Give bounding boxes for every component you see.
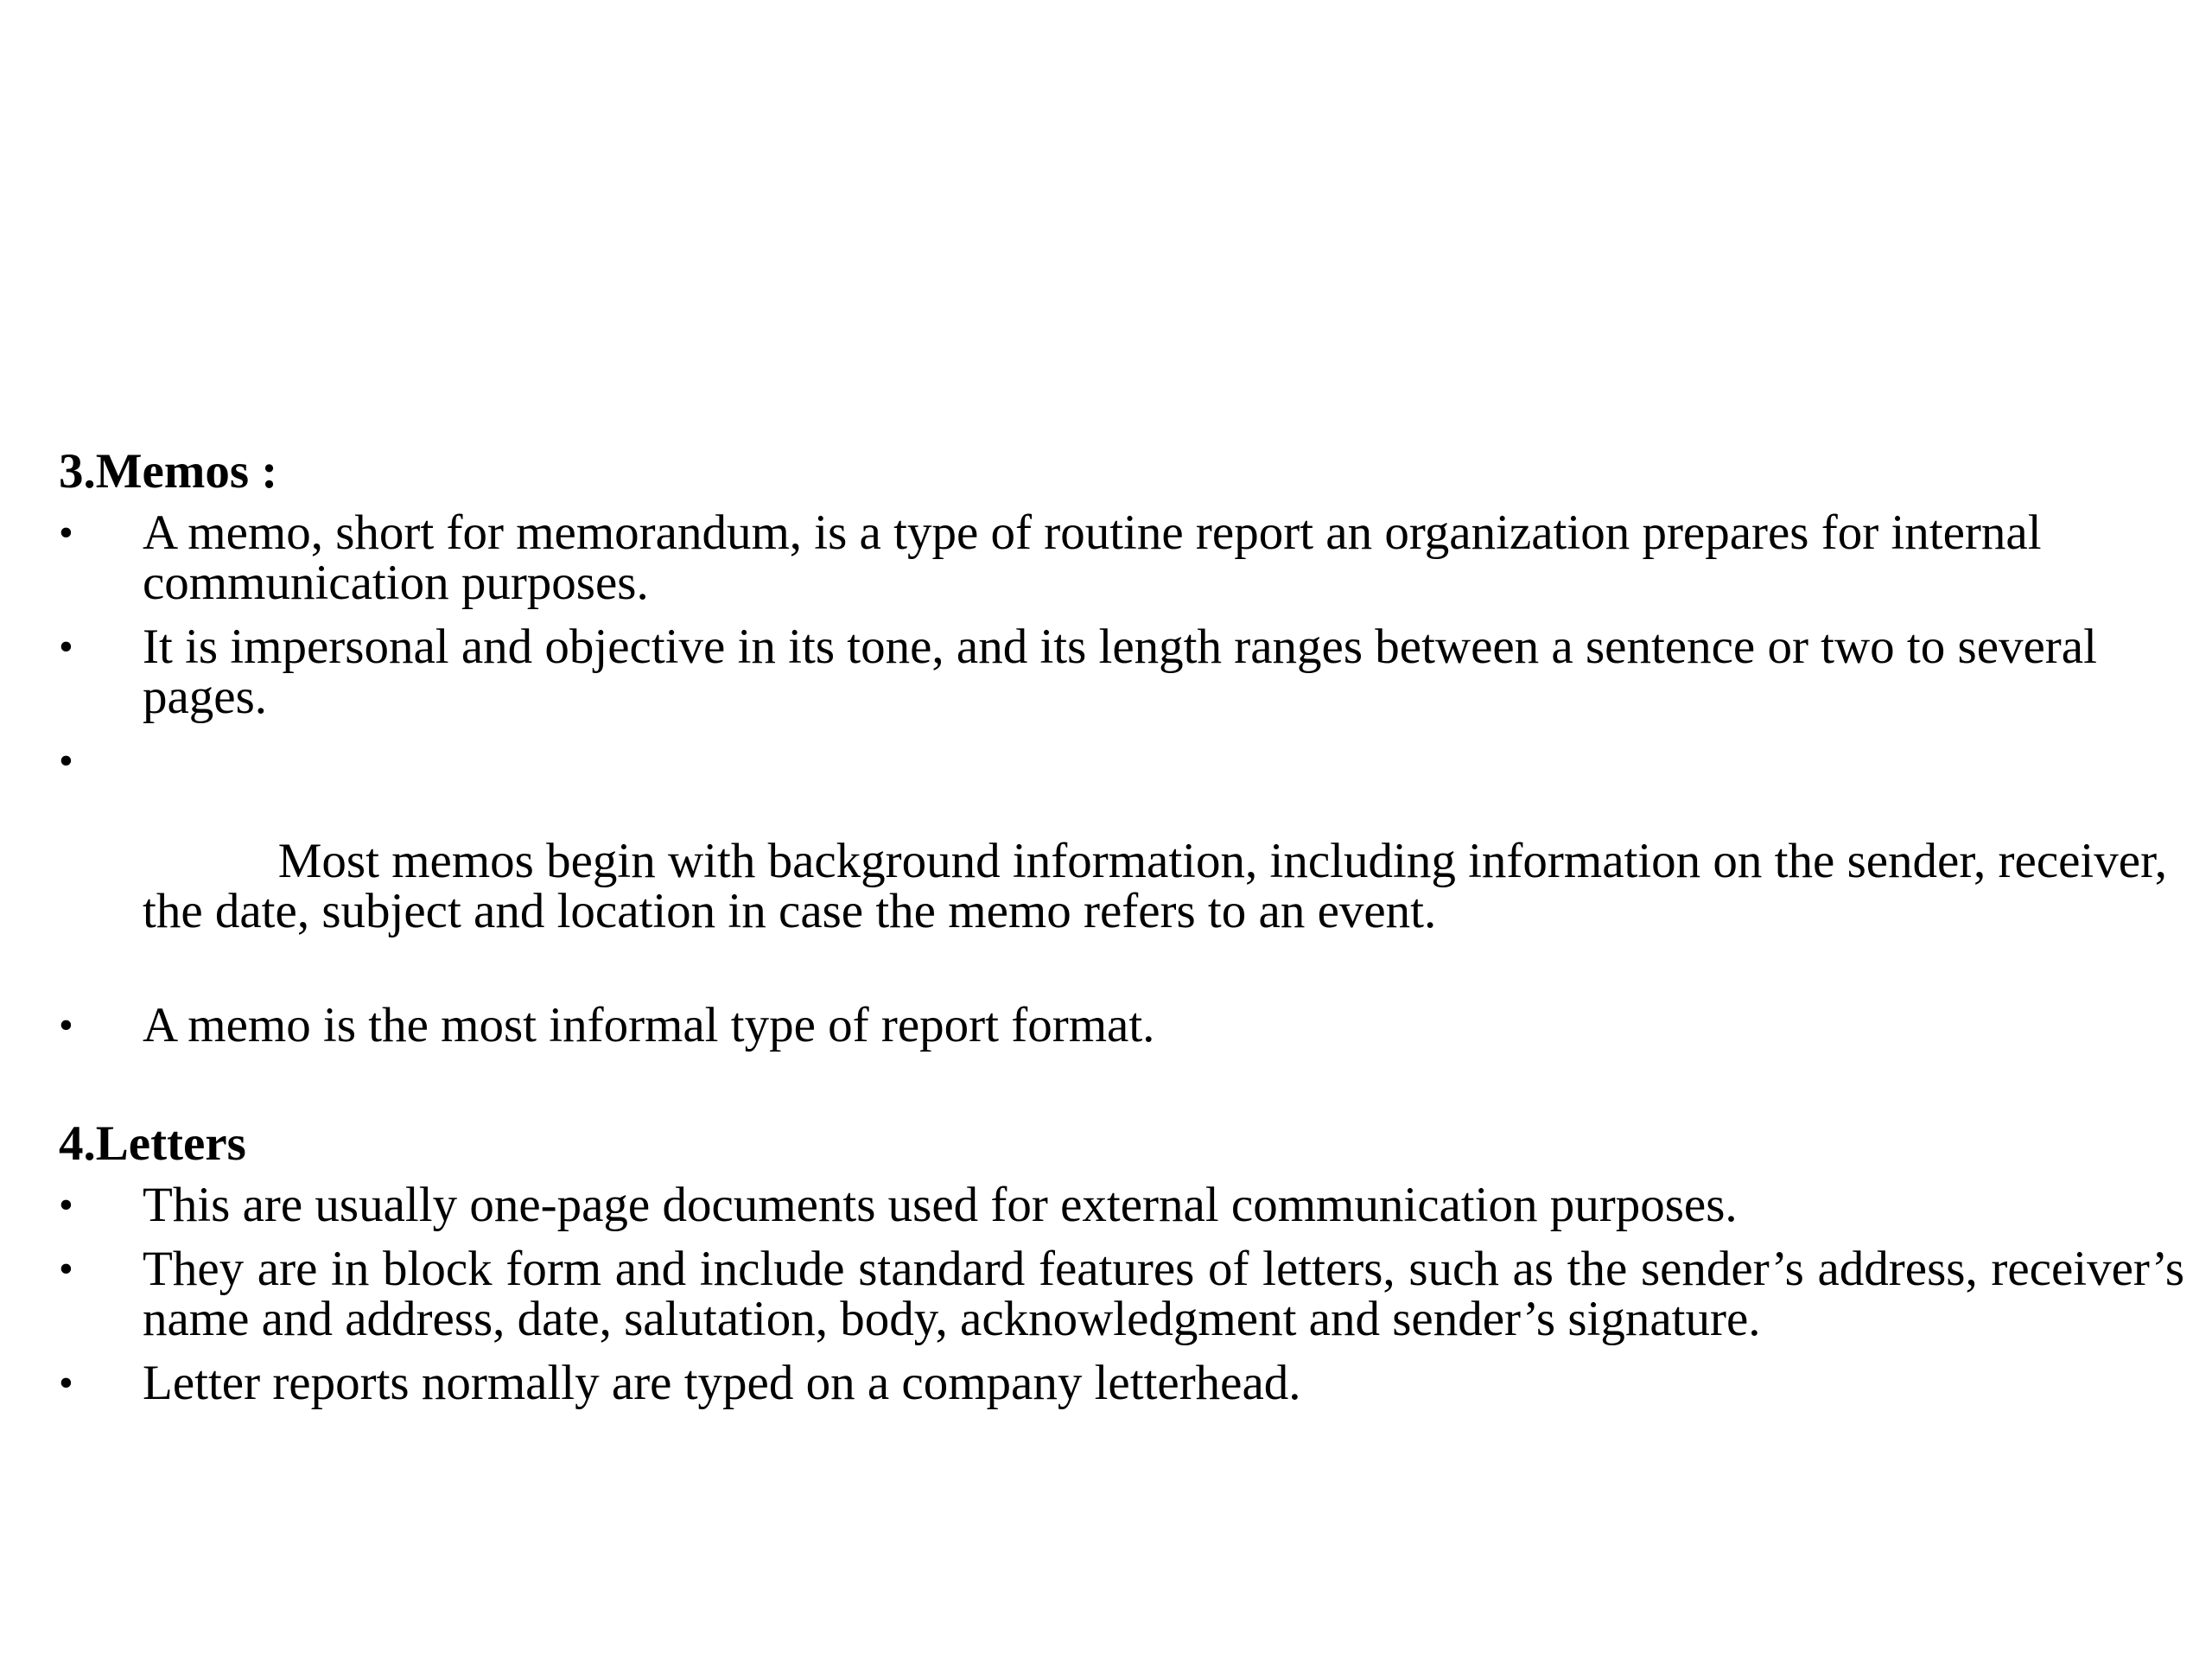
- bullet-icon: •: [59, 624, 73, 670]
- slide-content: [59, 442, 2184, 1408]
- list-item-text: It is impersonal and objective in its tone, and its length ranges between a sentence or two to several pages.: [143, 620, 2097, 724]
- section-spacer: [59, 1051, 2184, 1115]
- list-item-text: Most memos begin with background information, including information on the sender, receiver, the date, subject and location in case the memo refers to an event.: [143, 834, 2180, 938]
- list-item-text: Letter reports normally are typed on a company letterhead.: [143, 1356, 1301, 1410]
- bullet-icon: •: [59, 1246, 73, 1292]
- list-item: [59, 736, 2184, 987]
- bullet-icon: •: [59, 510, 73, 556]
- list-item: [59, 1244, 2184, 1344]
- list-item: [59, 622, 2184, 722]
- section-heading-letters: 4.Letters: [59, 1116, 246, 1171]
- section-memos: [59, 442, 2184, 1051]
- list-item: [59, 998, 2184, 1052]
- list-item: [59, 505, 2184, 610]
- list-item: [59, 1358, 2184, 1408]
- list-item-text: They are in block form and include standard features of letters, such as the sender’s address, receiver’s name and address, date, salutation, body, acknowledgment and sender’s signature.: [143, 1242, 2184, 1346]
- bullet-icon: •: [59, 1182, 73, 1228]
- list-item-text: This are usually one-page documents used for external communication purposes.: [143, 1178, 1738, 1232]
- list-item-text: A memo, short for memorandum, is a type of routine report an organization prepares for internal communication purposes.: [143, 505, 2042, 610]
- bullet-list-letters: [59, 1180, 2184, 1408]
- bullet-icon: •: [59, 1360, 73, 1406]
- section-letters: [59, 1115, 2184, 1408]
- list-item: [59, 1180, 2184, 1230]
- bullet-list-memos: [59, 505, 2184, 1052]
- section-heading-memos: 3.Memos :: [59, 444, 278, 499]
- bullet-icon: •: [59, 738, 73, 784]
- list-item-text: A memo is the most informal type of report format.: [143, 998, 1155, 1052]
- bullet-icon: •: [59, 1002, 73, 1048]
